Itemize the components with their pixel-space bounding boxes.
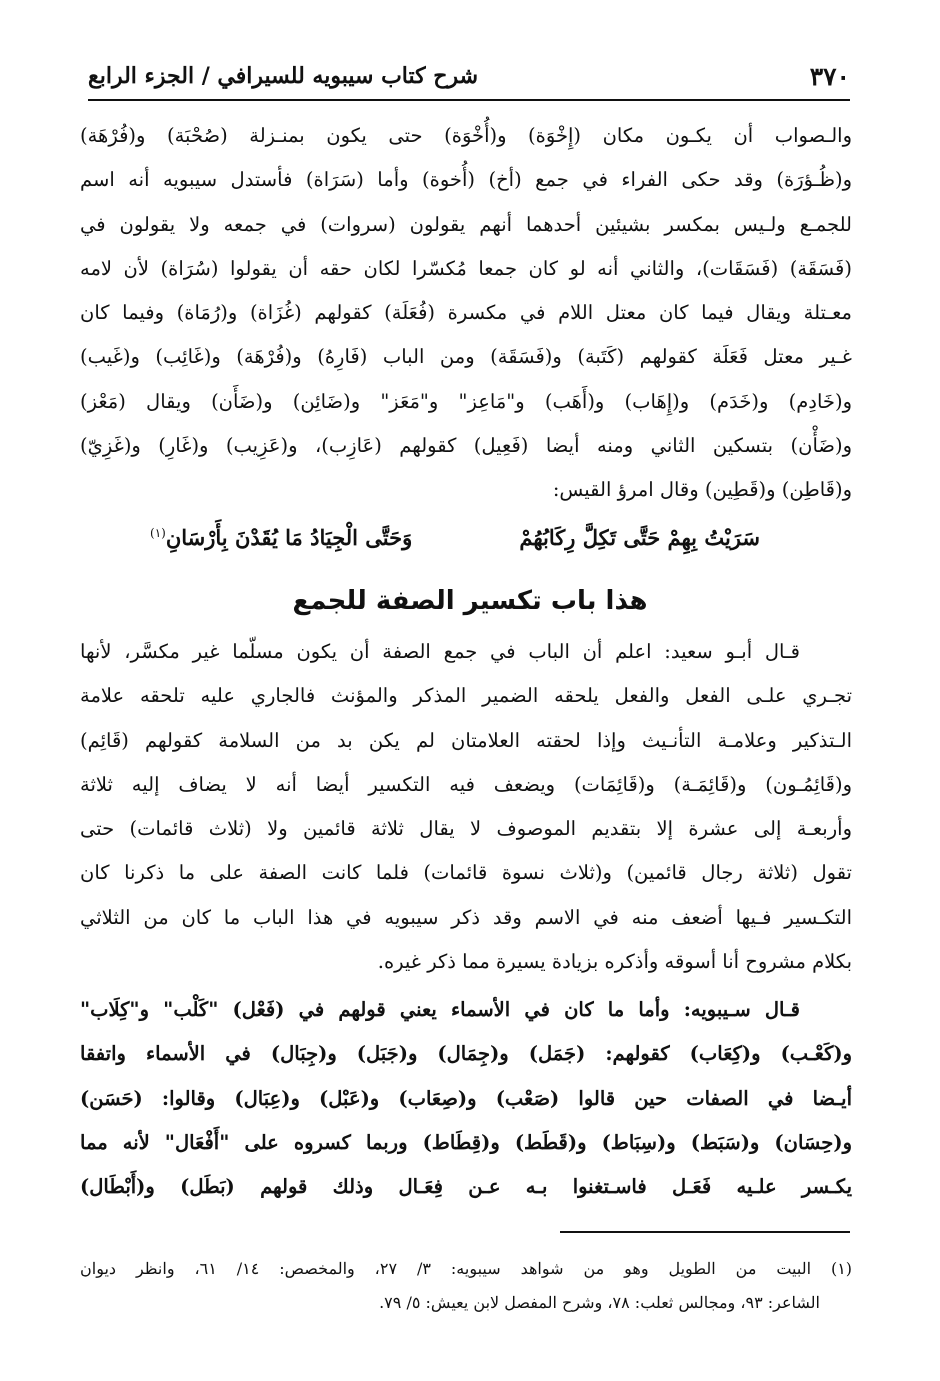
text-line: و(خَادِم) و(خَدَم) و(إِهَاب) و(أَهَب) و"مَاعِز" و"مَعَز" و(ضَائِن) و(ضَأَن) ويقال (مَعْز) bbox=[80, 389, 852, 413]
paragraph-1 bbox=[80, 114, 852, 513]
text-line: أيـضا في الصفات حين قالوا (صَعْب) و(صِعَاب) و(عَبْل) و(عِبَال) وقالوا: (حَسَن) bbox=[80, 1086, 852, 1110]
text-line: والـصواب أن يكـون مكان (إِخْوَة) و(أُخْوَة) حتى يكون بمنـزلة (صُحْبَة) و(فُرْهَة) bbox=[80, 124, 852, 147]
text-line: (فَسَقَة) (فَسَقَات)، والثاني أنه لو كان جمعا مُكسّرا لكان حقه أن يقولوا (سُرَاة) لأن لامه bbox=[80, 256, 852, 280]
verse-second-hemistich-group bbox=[150, 525, 412, 550]
text-line: و(قَاطِن) و(قَطِين) وقال امرؤ القيس: bbox=[552, 478, 852, 502]
text-line: تجـري علـى الفعل والفعل يلحقه الضمير المذكر والمؤنث فالجاري عليه تلحقه علامة bbox=[80, 684, 852, 708]
text-line: و(قَائِمُـون) و(قَائِمَـة) و(قَائِمَات) ويضعف فيه التكسير أيضا أنه لا يضاف إليه ثلاثة bbox=[80, 772, 852, 796]
text-line: الـتذكير وعلامـة التأنـيث وإذا لحقته العلامتان لم يكن بد من السلامة كقولهم (قَائِم) bbox=[80, 728, 852, 752]
paragraph-2 bbox=[80, 630, 852, 984]
paragraph-3 bbox=[80, 988, 852, 1209]
poetry-verse bbox=[150, 514, 760, 560]
text-line: للجمـع ولـيس بمكسر بشيئين أحدهما أنهم يقولون (سروات) في جمعه ولا يقولون في bbox=[80, 212, 852, 236]
text-line: غـير معتل فَعَلَة كقولهم (كَتَبة) و(فَسَقَة) ومن الباب (فَارِهُ) و(فُرْهَة) و(غَائِب) و(غَيب) bbox=[80, 345, 852, 369]
footnotes bbox=[80, 1252, 852, 1320]
text-line: وأربعـة إلى عشرة إلا بتقديم الموصوف لا يقال ثلاثة قائمين ولا (ثلاث قائمات) حتى bbox=[80, 817, 852, 841]
page-number: ٣٧٠ bbox=[809, 61, 850, 91]
footnote-line: (١) البيت من الطويل وهو من شواهد سيبويه: ٣/ ٢٧، والمخصص: ١٤/ ٦١، وانظر ديوان bbox=[80, 1259, 852, 1278]
text-line: و(كَعْـب) و(كِعَاب) كقولهم: (جَمَل) و(جِمَال) و(جَبَل) و(جِبَال) في الأسماء واتفقا bbox=[80, 1042, 852, 1066]
text-line: و(حِسَان) و(سَبَط) و(سِبَاط) و(قَطَط) و(قِطَاط) وربما كسروه على "أَفْعَال" لأنه مما bbox=[80, 1130, 852, 1154]
verse-second-hemistich: وَحَتَّى الْجِيَادُ مَا يُقَدْنَ بِأَرْسَانِ bbox=[165, 524, 413, 550]
text-line: بكلام مشروح أنا أسوقه وأذكره بزيادة يسيرة مما ذكر غيره. bbox=[377, 950, 852, 974]
text-line: التكـسير فـيها أضعف منه في الاسم وقد ذكر سيبويه في هذا الباب ما كان من الثلاثي bbox=[80, 905, 852, 929]
footnote-marker: (١) bbox=[150, 525, 166, 540]
footnote-line: الشاعر: ٩٣، ومجالس ثعلب: ٧٨، وشرح المفصل لابن يعيش: ٥/ ٧٩. bbox=[379, 1293, 820, 1312]
chapter-heading: هذا باب تكسير الصفة للجمع bbox=[292, 586, 648, 616]
text-line: تقول (ثلاثة رجال قائمين) و(ثلاث نسوة قائمات) فلما كانت الصفة على ما ذكرنا كان bbox=[80, 861, 852, 885]
text-line: قـال سـيبويه: وأما ما كان في الأسماء يعني قولهم في (فَعْل) "كَلْب" و"كِلَاب" bbox=[80, 998, 800, 1021]
verse-first-hemistich: سَرَيْتُ بِهِمْ حَتَّى تَكِلَّ رِكَابُهُمْ bbox=[519, 524, 760, 550]
text-line: و(ظُـؤرَة) وقد حكى الفراء في جمع (أخ) (أُخوة) وأما (سَرَاة) فأستدل سيبويه أنه اسم bbox=[80, 168, 852, 192]
text-line: قـال أبـو سعيد: اعلم أن الباب في جمع الصفة أن يكون مسلّما غير مكسَّر، لأنها bbox=[80, 640, 800, 663]
running-head-title: شرح كتاب سيبويه للسيرافي / الجزء الرابع bbox=[88, 63, 479, 89]
text-line: معـتلة ويقال فيما كان معتل اللام في مكسرة (فُعَلَة) كقولهم (غُزَاة) و(رُمَاة) وفيما كان bbox=[80, 301, 852, 325]
text-line: و(ضَأْن) بتسكين الثاني ومنه أيضا (فَعِيل) كقولهم (عَازِب)، و(عَزِيب) و(غَارِ) و(غَزِيّ) bbox=[80, 434, 852, 458]
running-head bbox=[88, 56, 850, 96]
header-rule bbox=[88, 99, 850, 101]
text-line: يكـسر علـيه فَعَـل فاسـتغنوا بـه عـن فِعَـال وذلك قولهم (بَطَل) و(أَبْطَال) bbox=[80, 1175, 852, 1199]
footnote-rule bbox=[560, 1231, 850, 1233]
